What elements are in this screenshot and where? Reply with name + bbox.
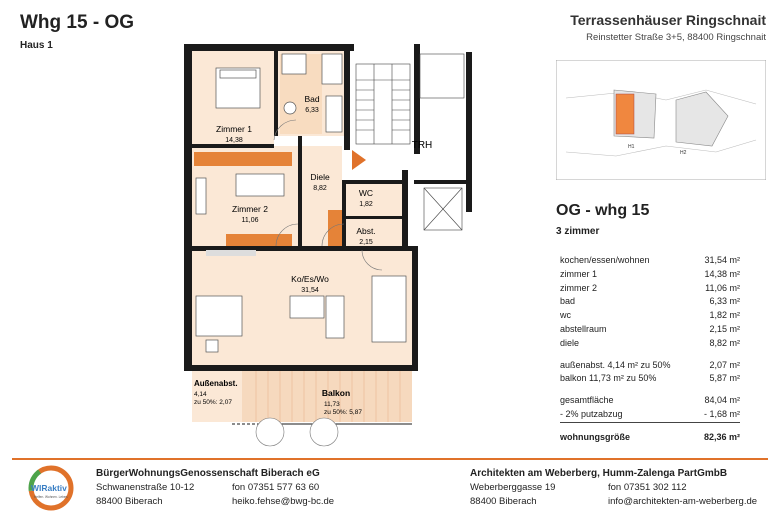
bad-label: Bad xyxy=(304,94,320,104)
zimmer1-label: Zimmer 1 xyxy=(216,124,252,134)
area-row: abstellraum 2,15 m² xyxy=(560,323,740,334)
architect-city: 88400 Biberach xyxy=(470,496,537,507)
site-h1-label: H1 xyxy=(628,144,635,150)
architect-email[interactable]: info@architekten-am-weberberg.de xyxy=(608,496,758,507)
area-row: außenabst. 4,14 m² zu 50% 2,07 m² xyxy=(560,359,740,370)
diele-label: Diele xyxy=(310,172,330,182)
aussenabst-area: 4,14 xyxy=(194,391,207,398)
architect-street: Weberberggasse 19 xyxy=(470,482,556,493)
svg-text:WIRaktiv: WIRaktiv xyxy=(31,483,67,493)
architect-name: Architekten am Weberberg, Humm-Zalenga PartGmbB xyxy=(470,468,728,479)
balkon-note: zu 50%: 5,87 xyxy=(324,409,362,416)
area-row: bad 6,33 m² xyxy=(560,296,740,307)
footer xyxy=(12,458,768,516)
balkon-area: 11,73 xyxy=(324,401,340,408)
area-row: balkon 11,73 m² zu 50% 5,87 m² xyxy=(560,373,740,384)
abst-label: Abst. xyxy=(356,226,376,236)
bwg-email[interactable]: heiko.fehse@bwg-bc.de xyxy=(232,496,335,507)
site-h2-label: H2 xyxy=(680,150,687,156)
koeswo-label: Ko/Es/Wo xyxy=(291,274,329,284)
area-row: diele 8,82 m² xyxy=(560,337,740,348)
site-plan xyxy=(556,60,766,180)
area-row: kochen/essen/wohnen 31,54 m² xyxy=(560,255,740,265)
abst-area: 2,15 xyxy=(359,239,373,246)
trh-label: TRH xyxy=(411,140,433,151)
area-table xyxy=(560,254,740,445)
svg-text:Helfen. Wohnen. Leben.: Helfen. Wohnen. Leben. xyxy=(34,495,69,499)
koeswo-area: 31,54 xyxy=(301,287,319,294)
summary-title: OG - whg 15 xyxy=(556,202,650,219)
diele-area: 8,82 xyxy=(313,185,327,192)
summary-rooms: 3 zimmer xyxy=(556,226,600,237)
area-row: wc 1,82 m² xyxy=(560,310,740,321)
project-title: Terrassenhäuser Ringschnait xyxy=(570,12,766,28)
bwg-street: Schwanenstraße 10-12 xyxy=(96,482,195,493)
area-row: zimmer 2 11,06 m² xyxy=(560,282,740,293)
area-row: zimmer 1 14,38 m² xyxy=(560,268,740,279)
zimmer2-label: Zimmer 2 xyxy=(232,204,268,214)
bwg-name: BürgerWohnungsGenossenschaft Biberach eG xyxy=(96,468,320,479)
total-row: wohnungsgröße 82,36 m² xyxy=(560,431,740,442)
aussenabst-note: zu 50%: 2,07 xyxy=(194,399,232,406)
wiraktiv-logo xyxy=(26,464,76,512)
putz-row: - 2% putzabzug - 1,68 m² xyxy=(560,408,740,423)
aussenabst-label: Außenabst. xyxy=(194,379,238,388)
bwg-city: 88400 Biberach xyxy=(96,496,163,507)
zimmer2-area: 11,06 xyxy=(241,217,259,224)
bad-area: 6,33 xyxy=(305,107,319,114)
wc-label: WC xyxy=(358,188,374,198)
apartment-title: Whg 15 - OG xyxy=(20,12,134,33)
bwg-phone: fon 07351 577 63 60 xyxy=(232,482,320,493)
wc-area: 1,82 xyxy=(359,201,373,208)
floor-plan xyxy=(176,40,476,448)
zimmer1-area: 14,38 xyxy=(225,137,243,144)
architect-phone: fon 07351 302 112 xyxy=(608,482,687,493)
gesamt-row: gesamtfläche 84,04 m² xyxy=(560,395,740,406)
house-label: Haus 1 xyxy=(20,40,53,51)
balkon-label: Balkon xyxy=(321,388,351,398)
project-address: Reinstetter Straße 3+5, 88400 Ringschnait xyxy=(586,32,766,43)
